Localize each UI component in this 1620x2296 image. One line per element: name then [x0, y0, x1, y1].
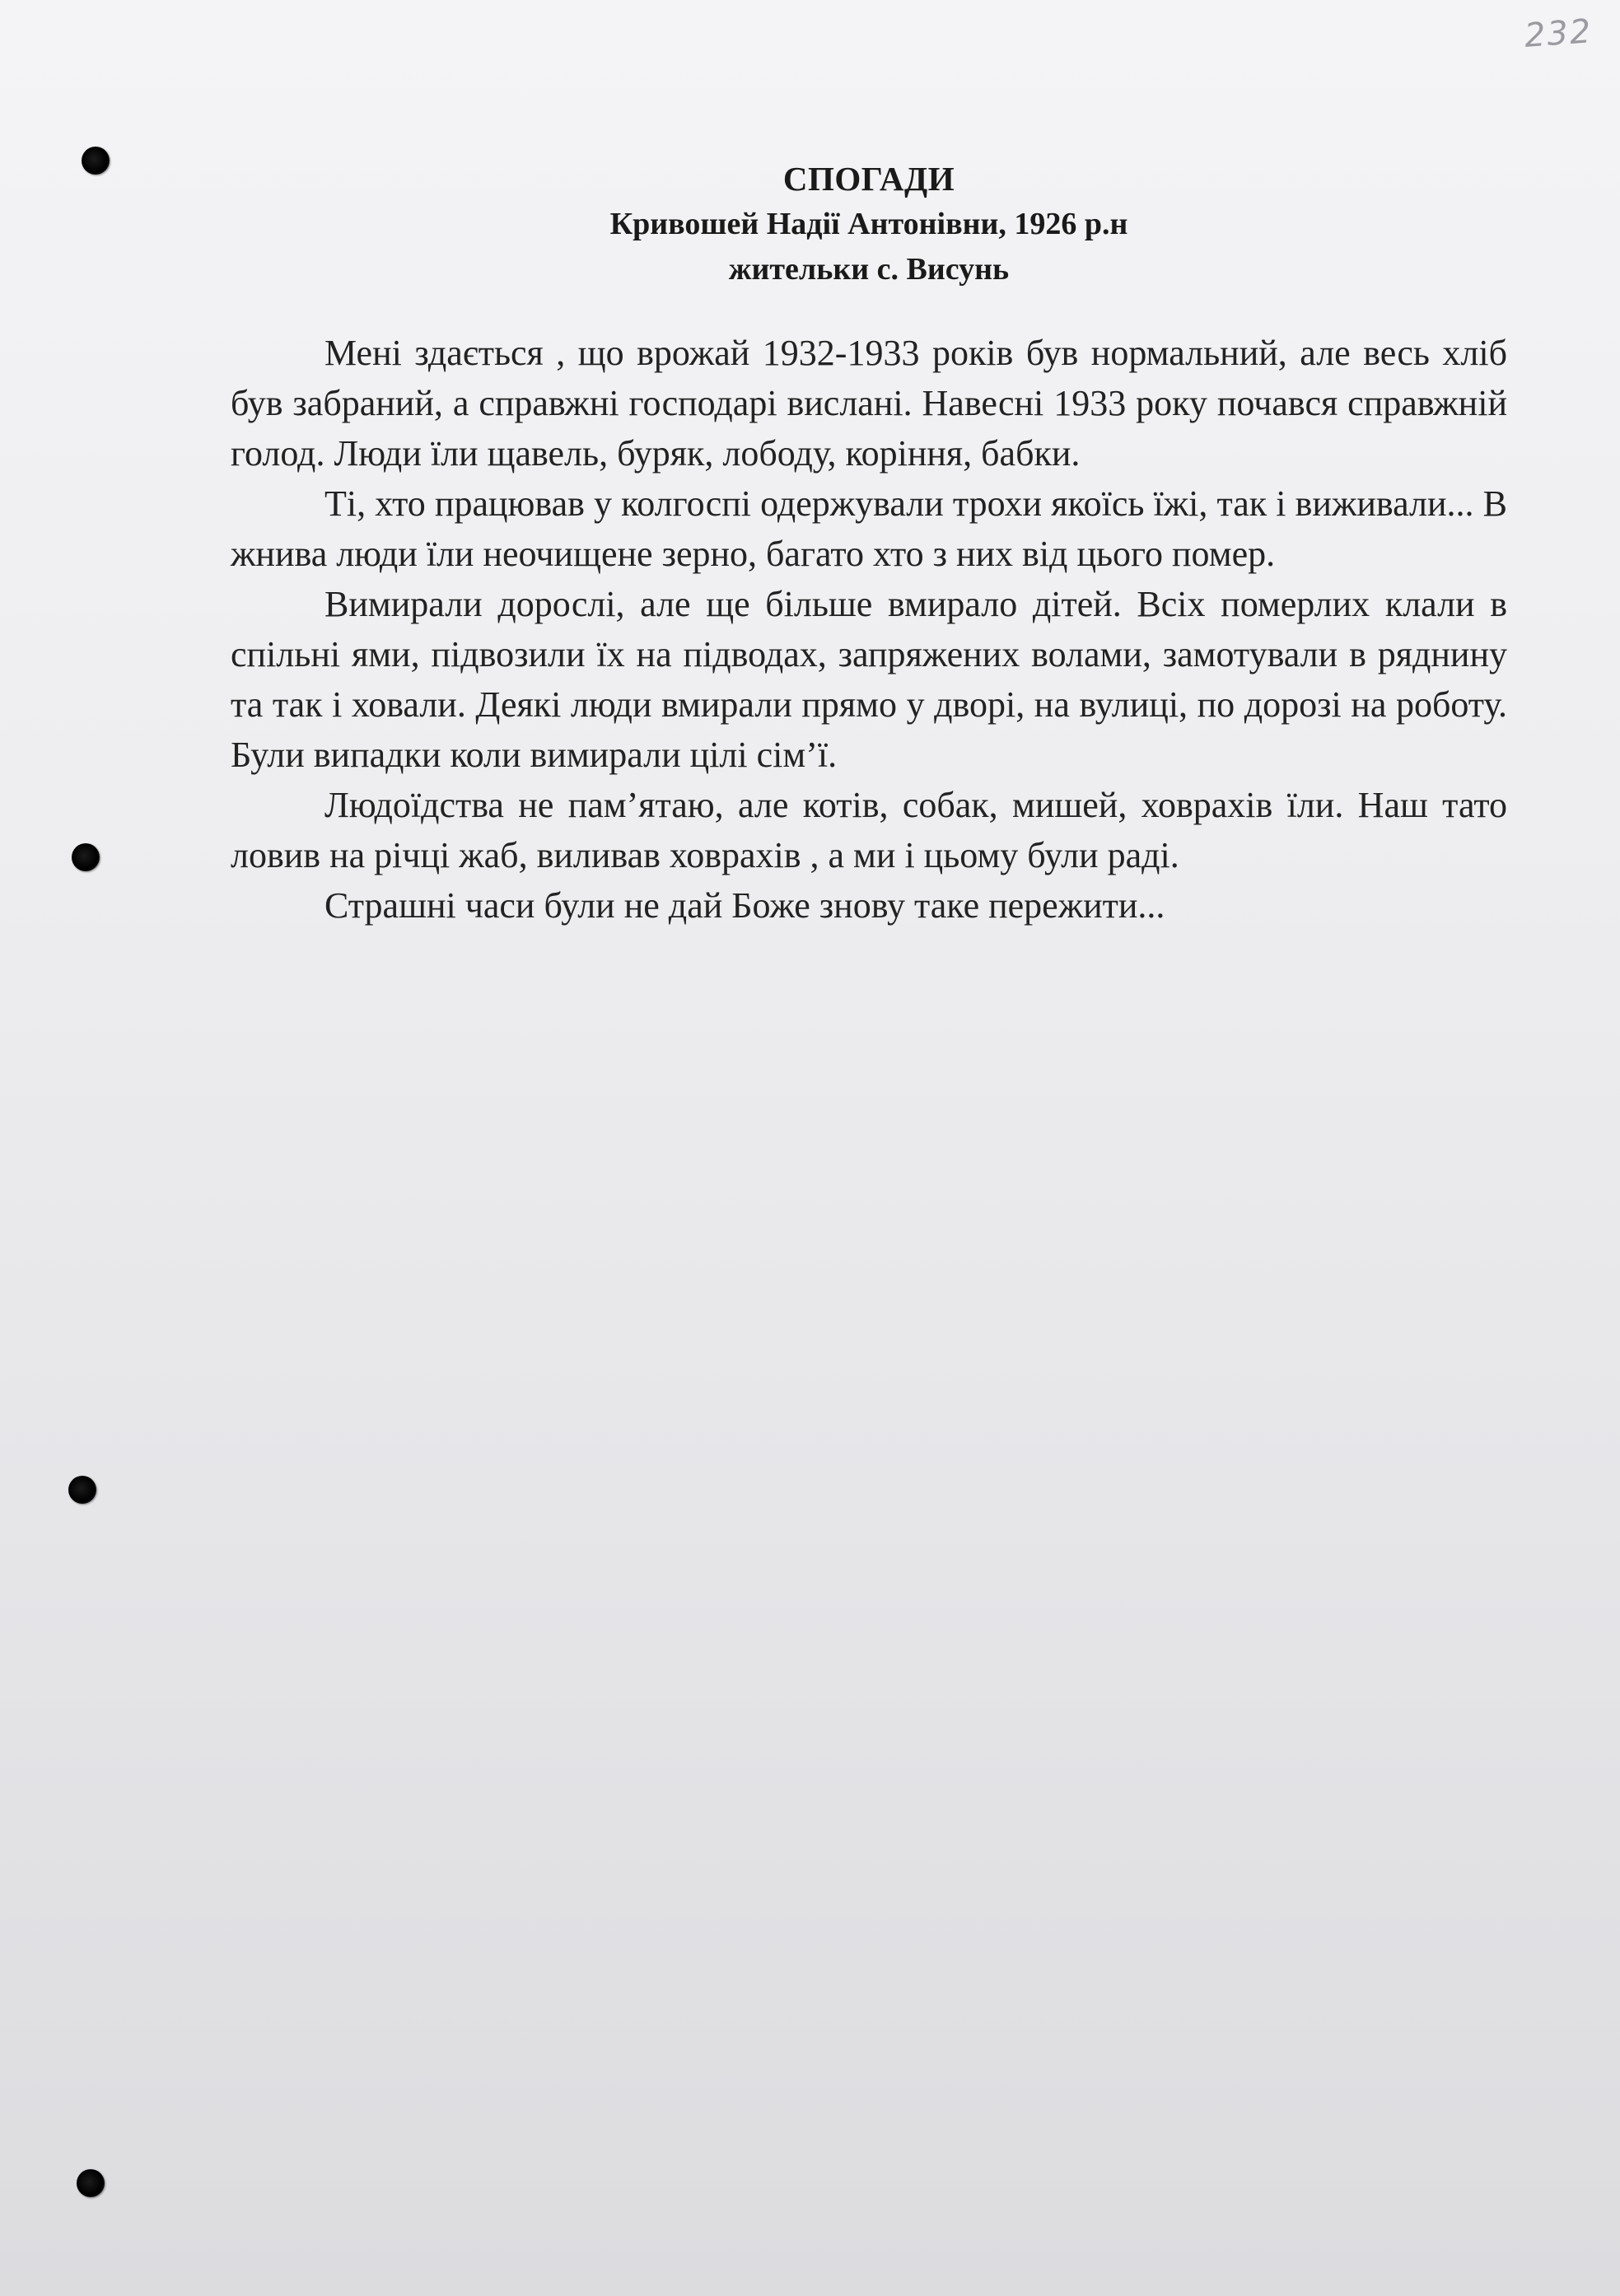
author-line: Кривошей Надії Антонівни, 1926 р.н	[609, 207, 1128, 241]
punch-hole	[72, 843, 100, 871]
document-header	[231, 156, 1507, 292]
paragraph: Людоїдства не пам’ятаю, але котів, собак, мишей, ховрахів їли. Наш тато ловив на річці жаб, виливав ховрахів , а ми і цьому були раді.	[231, 785, 1507, 875]
paragraph: Мені здається , що врожай 1932-1933 років був нормальний, але весь хліб був забраний, а справжні господарі вислані. Навесні 1933 року почався справжній голод. Люди їли щавель, буряк, лободу, коріння, бабки.	[231, 333, 1507, 474]
punch-hole	[68, 1476, 96, 1504]
memoir-text	[231, 328, 1507, 931]
page-number: 232	[1523, 12, 1594, 55]
punch-hole	[82, 147, 110, 175]
paragraph: Вимирали дорослі, але ще більше вмирало дітей. Всіх померлих клали в спільні ями, підвозили їх на підводах, запряжених волами, замотували в ряднину та так і ховали. Деякі люди вмирали прямо у дворі, на вулиці, по дорозі на роботу. Були випадки коли вимирали цілі сім’ї.	[231, 584, 1507, 775]
paragraph: Ті, хто працював у колгоспі одержували трохи якоїсь їжі, так і виживали... В жнива люди їли неочищене зерно, багато хто з них від цього помер.	[231, 483, 1507, 574]
residence-line: жительки с. Висунь	[728, 252, 1010, 287]
punch-hole	[77, 2169, 105, 2197]
paragraph: Страшні часи були не дай Боже знову таке пережити...	[324, 885, 1165, 926]
document-title: СПОГАДИ	[782, 160, 955, 198]
